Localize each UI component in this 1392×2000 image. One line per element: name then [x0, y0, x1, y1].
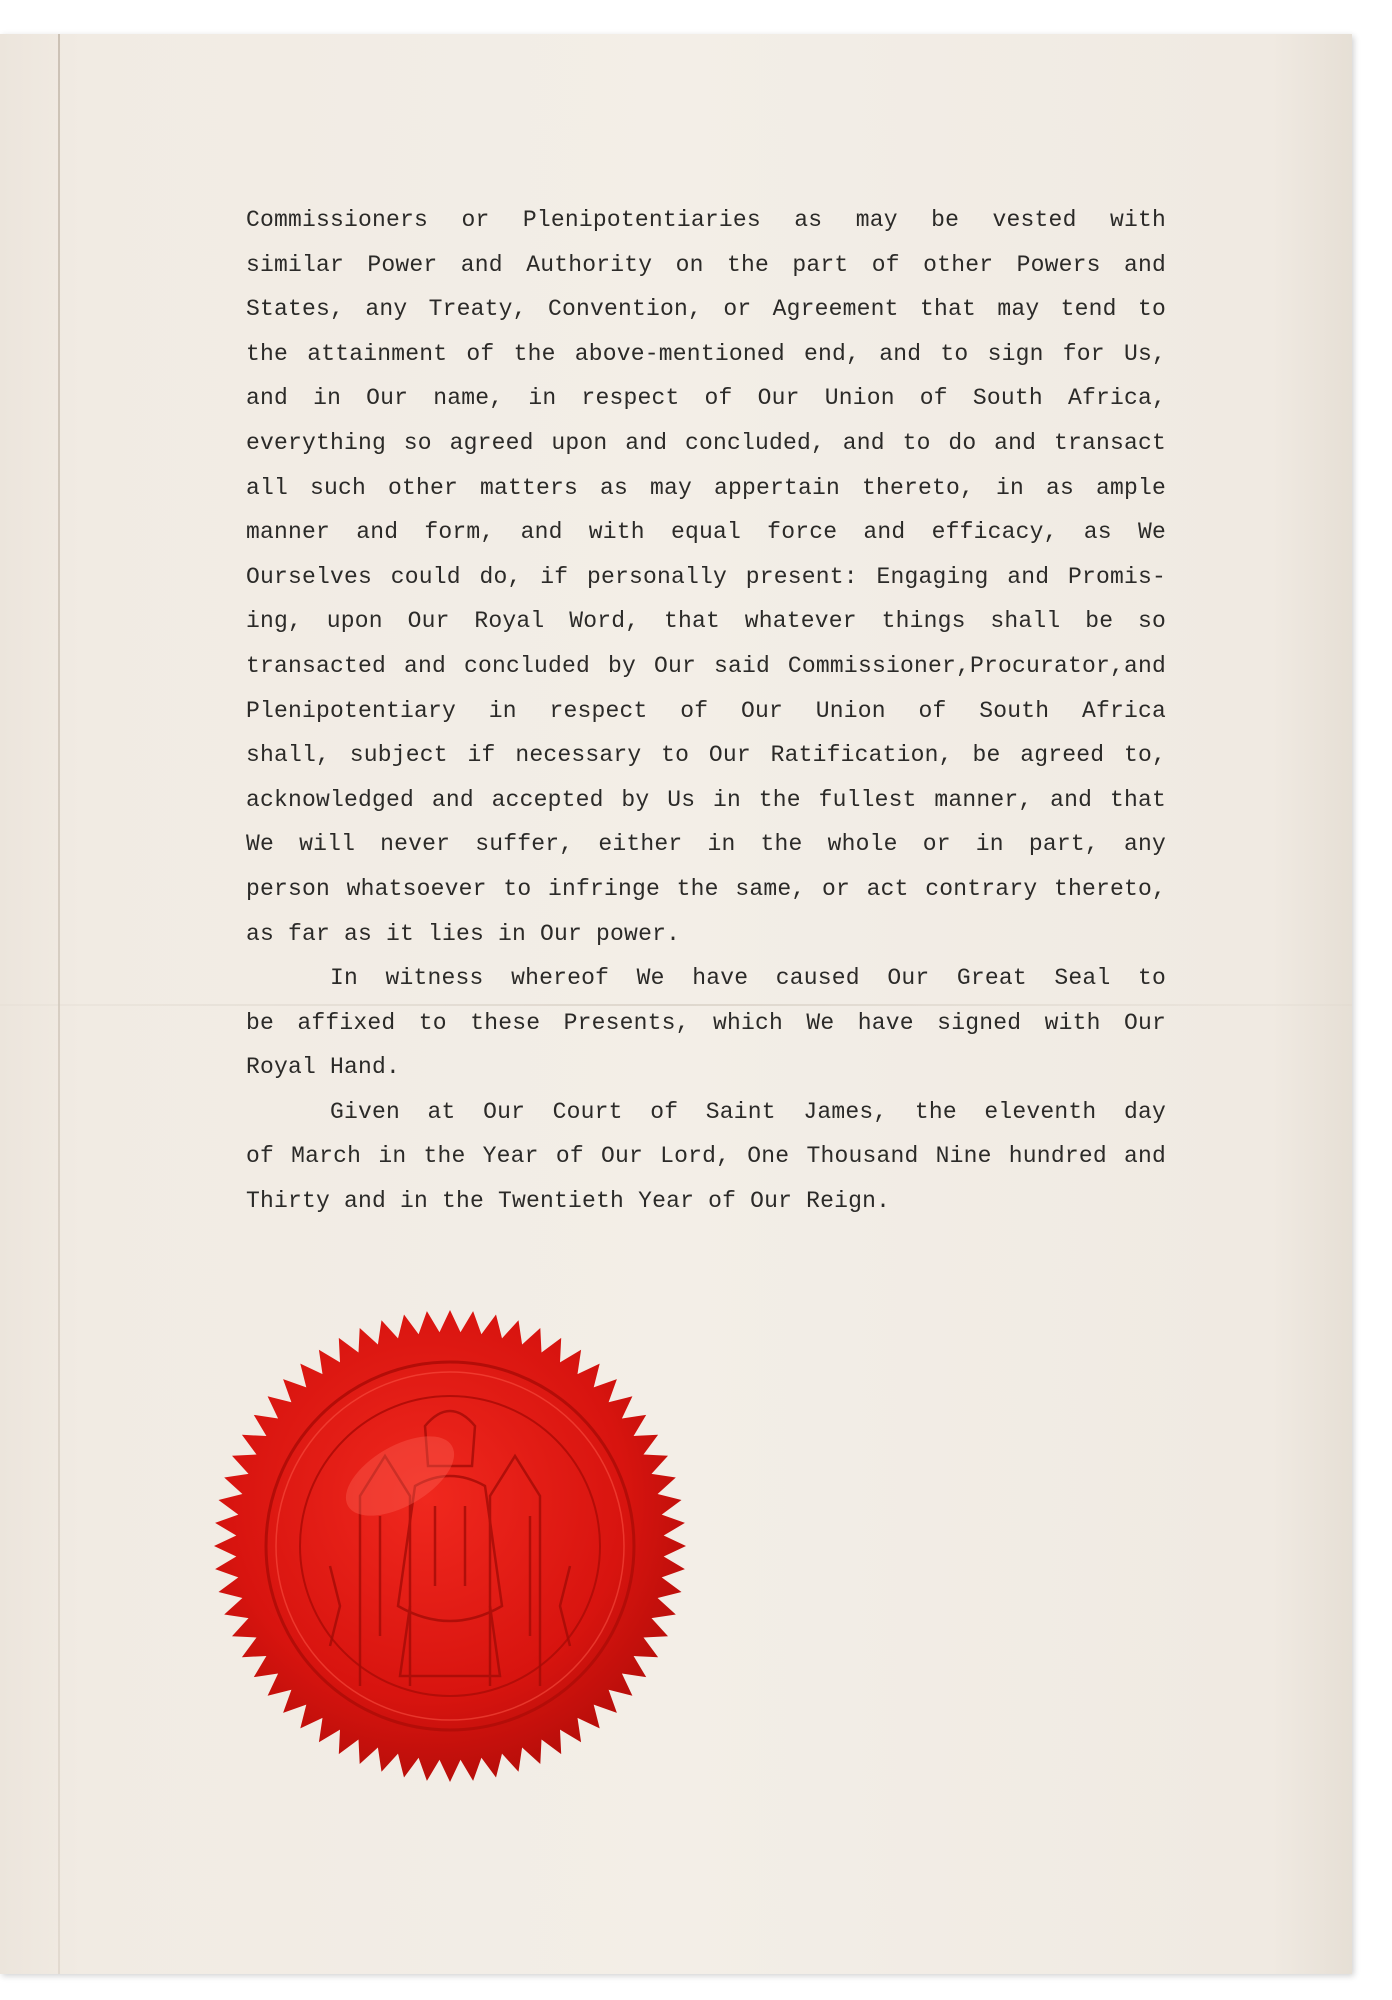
text-line: similar Power and Authority on the part of other Powers and — [246, 251, 1166, 278]
text-line: shall, subject if necessary to Our Ratification, be agreed to, — [246, 742, 1166, 769]
text-line: Thirty and in the Twentieth Year of Our Reign. — [246, 1188, 891, 1215]
text-line: In witness whereof We have caused Our Great Seal to — [330, 965, 1166, 992]
text-line: We will never suffer, either in the whole or in part, any — [246, 831, 1166, 858]
typed-text-block — [246, 198, 1166, 1224]
text-line: be affixed to these Presents, which We have signed with Our — [246, 1009, 1166, 1036]
text-line: and in Our name, in respect of Our Union of South Africa, — [246, 385, 1166, 412]
text-line: Plenipotentiary in respect of Our Union of South Africa — [246, 697, 1166, 724]
text-line: of March in the Year of Our Lord, One Thousand Nine hundred and — [246, 1143, 1166, 1170]
text-line: transacted and concluded by Our said Commissioner,Procurator,and — [246, 652, 1166, 679]
text-line: the attainment of the above-mentioned end, and to sign for Us, — [246, 340, 1166, 367]
text-line: States, any Treaty, Convention, or Agreement that may tend to — [246, 296, 1166, 323]
text-line: manner and form, and with equal force and efficacy, as We — [246, 519, 1166, 546]
text-line: all such other matters as may appertain thereto, in as ample — [246, 474, 1166, 501]
text-line: person whatsoever to infringe the same, or act contrary thereto, — [246, 875, 1166, 902]
great-seal-icon — [210, 1306, 690, 1786]
text-line: Royal Hand. — [246, 1054, 401, 1081]
text-line: everything so agreed upon and concluded, and to do and transact — [246, 429, 1166, 456]
text-line: Commissioners or Plenipotentiaries as may be vested with — [246, 207, 1166, 233]
text-line: acknowledged and accepted by Us in the fullest manner, and that — [246, 786, 1166, 813]
text-line: Given at Our Court of Saint James, the eleventh day — [330, 1098, 1166, 1125]
text-line: ing, upon Our Royal Word, that whatever things shall be so — [246, 608, 1166, 635]
text-line: as far as it lies in Our power. — [246, 920, 681, 947]
text-line: Ourselves could do, if personally present: Engaging and Promis- — [246, 563, 1166, 590]
seal-serrated-edge — [214, 1310, 686, 1782]
